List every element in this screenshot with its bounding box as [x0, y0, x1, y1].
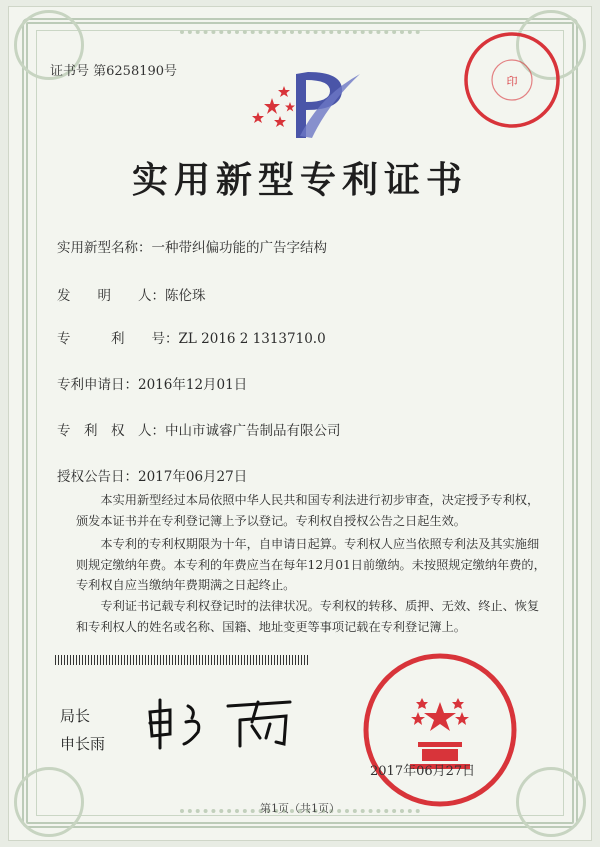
svg-text:印: 印: [506, 75, 518, 88]
certificate-title: 实用新型专利证书: [131, 159, 468, 201]
field-label: 实用新型名称：: [57, 240, 152, 256]
field-label: 专利申请日：: [57, 377, 138, 393]
field-value: 2017年06月27日: [138, 469, 248, 485]
field-value: 陈伦珠: [165, 288, 206, 304]
official-seal: [360, 650, 520, 810]
barcode: [55, 655, 310, 665]
field-label: 专 利 权 人：: [57, 423, 165, 439]
field-row: [57, 284, 206, 304]
field-row: [57, 236, 327, 256]
field-value: 中山市诚睿广告制品有限公司: [165, 423, 341, 439]
field-label: 专 利 号：: [57, 331, 179, 347]
field-value: 一种带纠偏功能的广告字结构: [151, 240, 327, 256]
field-row: [57, 419, 341, 439]
field-row: [57, 327, 326, 347]
field-row: [57, 373, 247, 393]
page-number: 第1页（共1页）: [260, 802, 340, 815]
paragraph: 专利证书记载专利权登记时的法律状况。专利权的转移、质押、无效、终止、恢复和专利权人的姓名或名称、国籍、地址变更等事项记载在专利登记簿上。: [76, 599, 540, 634]
top-ornament: [180, 8, 420, 34]
field-label: 发 明 人：: [57, 288, 165, 304]
issue-date: 2017年06月27日: [370, 764, 476, 779]
field-label: 授权公告日：: [57, 469, 138, 485]
cnipa-logo-icon: [250, 66, 370, 142]
signature-role: 局长: [60, 707, 91, 725]
field-value: ZL 2016 2 1313710.0: [178, 331, 326, 347]
field-value: 2016年12月01日: [138, 377, 248, 393]
paragraph: 本专利的专利权期限为十年，自申请日起算。专利权人应当依照专利法及其实施细则规定缴纳年费。本专利的年费应当在每年12月01日前缴纳。未按照规定缴纳年费的，专利权自应当缴纳年费期满之日起终止。: [76, 537, 546, 592]
paragraph: 本实用新型经过本局依照中华人民共和国专利法进行初步审查，决定授予专利权，颁发本证书并在专利登记簿上予以登记。专利权自授权公告之日起生效。: [76, 493, 540, 528]
signature-name: 申长雨: [60, 735, 106, 753]
agency-seal: [460, 28, 564, 132]
field-row: [57, 465, 247, 485]
handwritten-signature: [140, 692, 320, 752]
certificate-number: 证书号 第6258190号: [50, 64, 178, 79]
